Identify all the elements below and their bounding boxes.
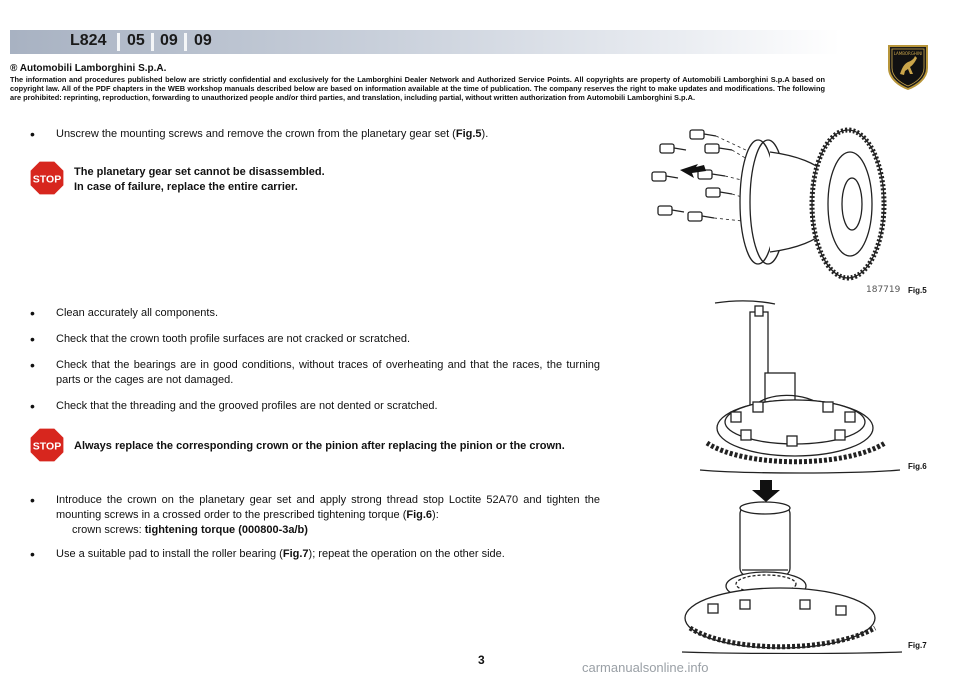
- stop-sign-text: STOP: [32, 440, 62, 453]
- figure-reference: Fig.5: [455, 128, 482, 140]
- step-introduce-crown: [56, 493, 600, 538]
- stop-sign-icon: [29, 427, 65, 463]
- step-check-threading: Check that the threading and the grooved profiles are not dented or scratched.: [56, 400, 438, 412]
- stop-warning-line: In case of failure, replace the entire carrier.: [74, 181, 298, 193]
- manual-code-4: 09: [194, 32, 212, 49]
- fig7-label: Fig.7: [908, 641, 927, 650]
- bullet: •: [30, 331, 35, 347]
- bullet: •: [30, 492, 35, 508]
- step-text: ):: [432, 509, 439, 521]
- header-separator: [151, 33, 154, 51]
- fig7-bearing-install-illustration: [680, 478, 905, 654]
- fig5-code: 187719: [866, 285, 901, 295]
- bullet: •: [30, 357, 35, 373]
- header-separator: [184, 33, 187, 51]
- manual-code-3: 09: [160, 32, 178, 49]
- step-text: ).: [481, 128, 489, 140]
- step-check-bearings: Check that the bearings are in good conditions, without traces of overheating and that the races, the turning parts or the cages are not damaged.: [56, 359, 600, 386]
- step-install-bearing: [56, 547, 600, 562]
- fig5-crown-gear-illustration: [640, 122, 905, 297]
- stop-sign-text: STOP: [32, 173, 62, 186]
- step-text: Introduce the crown on the planetary gear set and apply strong thread stop Loctite 52A70 and tighten the mounting screws in a crossed order to the prescribed tightening torque (: [56, 494, 600, 521]
- step-remove-crown: [56, 127, 600, 142]
- torque-spec: [56, 523, 600, 538]
- bullet: •: [30, 546, 35, 562]
- bullet: •: [30, 305, 35, 321]
- stop-warning-replace: Always replace the corresponding crown or the pinion after replacing the pinion or the crown.: [74, 440, 565, 452]
- stop-warning-carrier: [74, 165, 325, 195]
- bullet: •: [30, 126, 35, 142]
- fig6-tightening-illustration: [695, 298, 905, 475]
- stop-warning-line: The planetary gear set cannot be disassembled.: [74, 166, 325, 178]
- figure-reference: Fig.6: [406, 509, 433, 521]
- lamborghini-logo: [886, 44, 930, 90]
- step-text: Use a suitable pad to install the roller bearing (: [56, 548, 283, 560]
- fig5-label: Fig.5: [908, 286, 927, 295]
- press-arrow-icon: [752, 480, 780, 502]
- watermark-link[interactable]: carmanualsonline.info: [582, 660, 709, 675]
- figure-reference: Fig.7: [282, 548, 309, 560]
- svg-text:LAMBORGHINI: LAMBORGHINI: [893, 51, 923, 56]
- stop-sign-icon: [29, 160, 65, 196]
- copyright-title: ® Automobili Lamborghini S.p.A.: [10, 63, 167, 74]
- copyright-notice: [10, 63, 825, 103]
- fig6-label: Fig.6: [908, 462, 927, 471]
- copyright-body: The information and procedures published below are strictly confidential and exclusively for the Lamborghini Dealer Network and Authorized Service Points. All copyrights are property of Automobili Lamborghini S.p.A based on copyright law. All of the PDF chapters in the WEB workshop manuals described below are based on information available at the time of publication. The company reserves the right to make updates and modifications. The following are prohibited: reprinting, reproduction, forwarding to unauthorized people and/or third parties, and translation, including partial, without written authorization from Automobili Lamborghini S.p.A.: [10, 75, 825, 103]
- step-text: Unscrew the mounting screws and remove the crown from the planetary gear set (: [56, 128, 456, 140]
- page-number: 3: [478, 653, 485, 667]
- bullet: •: [30, 398, 35, 414]
- step-check-crown: Check that the crown tooth profile surfaces are not cracked or scratched.: [56, 333, 411, 345]
- header-separator: [117, 33, 120, 51]
- step-text: ); repeat the operation on the other side.: [308, 548, 505, 560]
- manual-code-2: 05: [127, 32, 145, 49]
- torque-label: crown screws:: [72, 524, 145, 536]
- manual-code-1: L824: [70, 32, 107, 49]
- step-clean: Clean accurately all components.: [56, 307, 219, 319]
- torque-value: tightening torque (000800-3a/b): [144, 524, 308, 536]
